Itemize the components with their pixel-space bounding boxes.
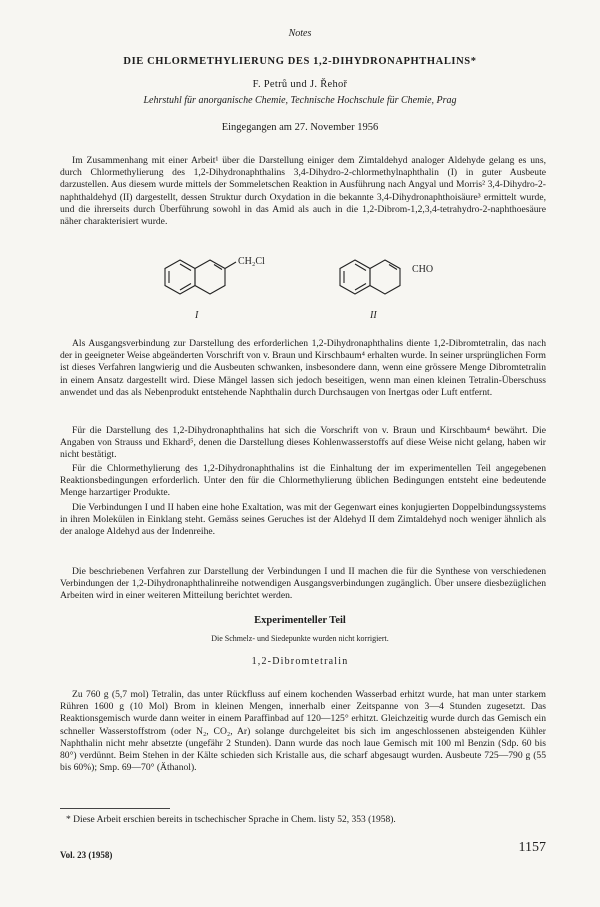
experimental-subtitle: 1,2-Dibromtetralin bbox=[251, 656, 349, 667]
page-number: 1157 bbox=[518, 840, 546, 855]
experimental-note: Die Schmelz- und Siedepunkte wurden nicht korrigiert. bbox=[211, 634, 389, 643]
experimental-title: Experimenteller Teil bbox=[254, 615, 346, 626]
chemical-structures bbox=[150, 250, 480, 330]
substituent-cho: CHO bbox=[412, 264, 434, 275]
article-title: DIE CHLORMETHYLIERUNG DES 1,2-DIHYDRONAPHTHALINS* bbox=[123, 56, 477, 67]
section-header: Notes bbox=[288, 28, 312, 39]
paragraph-dibromtetralin: Als Ausgangsverbindung zur Darstellung des erforderlichen 1,2-Dihydronaphthalins diente 1,2-Dibromtetralin, das nach der in geeigneter Weise abgeänderten Vorschrift von v. Braun und Kirschbaum⁴ erhalten wurde. In seiner ursprünglichen Form ist dieses Verfahren langwierig und die Ausbeuten schwanken, insbesondere dann, wenn eine grössere Menge Dibromtetralin in einem Ansatz dargestellt wird. Diese Mängel lassen sich jedoch beseitigen, wenn man einen kleinen Tetralin-Überschuss anwendet und das als Nebenprodukt entstehende Naphthalin durch Durchsaugen von Inertgas oder Luft entfernt. bbox=[60, 338, 546, 398]
substituent-ch2cl: CH₂Cl bbox=[238, 256, 265, 267]
paragraph-dihydronaphthalin: Für die Darstellung des 1,2-Dihydronaphthalins hat sich die Vorschrift von v. Braun und Kirschbaum⁴ bewährt. Die Angaben von Strauss und Ekhard⁵, denen die Darstellung dieses Kohlenwasserstoffs auf diese Weise nicht gelang, haben wir nicht bestätigt. bbox=[60, 425, 546, 461]
paragraph-outlook: Die beschriebenen Verfahren zur Darstellung der Verbindungen I und II machen die für die Synthese von verschiedenen Verbindungen der 1,2-Dihydronaphthalinreihe notwendigen Ausgangsverbindungen zugänglich. Über unsere diesbezüglichen Arbeiten wird in einer weiteren Mitteilung berichtet werden. bbox=[60, 566, 546, 602]
paragraph-procedure: Zu 760 g (5,7 mol) Tetralin, das unter Rückfluss auf einem kochenden Wasserbad erhitzt wurde, hat man unter starkem Rühren 1600 g (10 Mol) Brom in kleinen Mengen, innerhalb einer Zeitspanne von 3—4 Stunden zugesetzt. Das Reaktionsgemisch wurde dann weiter in einem Paraffinbad auf 120—125° erhitzt. Gleichzeitig wurde durch das Gemisch ein schneller Wasserstoffstrom (oder N₂, CO₂, Ar) solange durchgeleitet bis sich im angeschlossenen absteigenden Kühler Naphthalin nicht mehr absetzte (ungefähr 2 Stunden). Dann wurde das noch laue Gemisch mit 100 ml Benzin (Sdp. 60 bis 80°) verdünnt. Beim Stehen in der Kälte schieden sich Kristalle aus, die scharf abgesaugt wurden. Ausbeute 725—790 g (55 bis 60%); Smp. 69—70° (Äthanol). bbox=[60, 689, 546, 774]
paragraph-intro: Im Zusammenhang mit einer Arbeit¹ über die Darstellung einiger dem Zimtaldehyd analoger Aldehyde gelang es uns, durch Chlormethylierung des 1,2-Dihydronaphthalins 3,4-Dihydro-2-chlormethylnaphthalin (I) in guter Ausbeute darzustellen. Aus diesem wurde mittels der Sommeletschen Reaktion in Ausführung nach Angyal und Morris² 3,4-Dihydro-2-naphthaldehyd (II) dargestellt, dessen Struktur durch Oxydation in die bekannte 3,4-Dihydronaphthoisäure³ ermittelt wurde, und die ihrerseits durch Überführung sowohl in das Amid als auch in die 1,2-Dibrom-1,2,3,4-tetrahydro-2-naphthoesäure näher charakterisiert wurde. bbox=[60, 155, 546, 228]
structure-label-II: II bbox=[370, 310, 377, 321]
structure-label-I: I bbox=[195, 310, 199, 321]
structure-II bbox=[340, 260, 400, 294]
authors: F. Petrů und J. Řehoř bbox=[252, 79, 348, 90]
footnote: * Diese Arbeit erschien bereits in tschechischer Sprache in Chem. listy 52, 353 (1958). bbox=[66, 815, 396, 825]
paragraph-chlormethylierung: Für die Chlormethylierung des 1,2-Dihydronaphthalins ist die Einhaltung der im experimentellen Teil angegebenen Reaktionsbedingungen erforderlich. Unter den für die Chlormethylierung üblichen Bedingungen entsteht eine bedeutende Menge harzartiger Produkte. bbox=[60, 463, 546, 499]
affiliation: Lehrstuhl für anorganische Chemie, Technische Hochschule für Chemie, Prag bbox=[143, 95, 457, 106]
received-date: Eingegangen am 27. November 1956 bbox=[221, 122, 379, 133]
footnote-divider bbox=[60, 808, 170, 809]
structure-I bbox=[165, 260, 236, 294]
volume-info: Vol. 23 (1958) bbox=[60, 850, 113, 860]
paragraph-exaltation: Die Verbindungen I und II haben eine hohe Exaltation, was mit der Gegenwart eines konjugierten Doppelbindungssystems in ihren Molekülen in Einklang steht. Gemäss seines Geruches ist der Aldehyd II dem Zimtaldehyd noch weniger ähnlich als der analoge Aldehyd aus der Indenreihe. bbox=[60, 502, 546, 538]
